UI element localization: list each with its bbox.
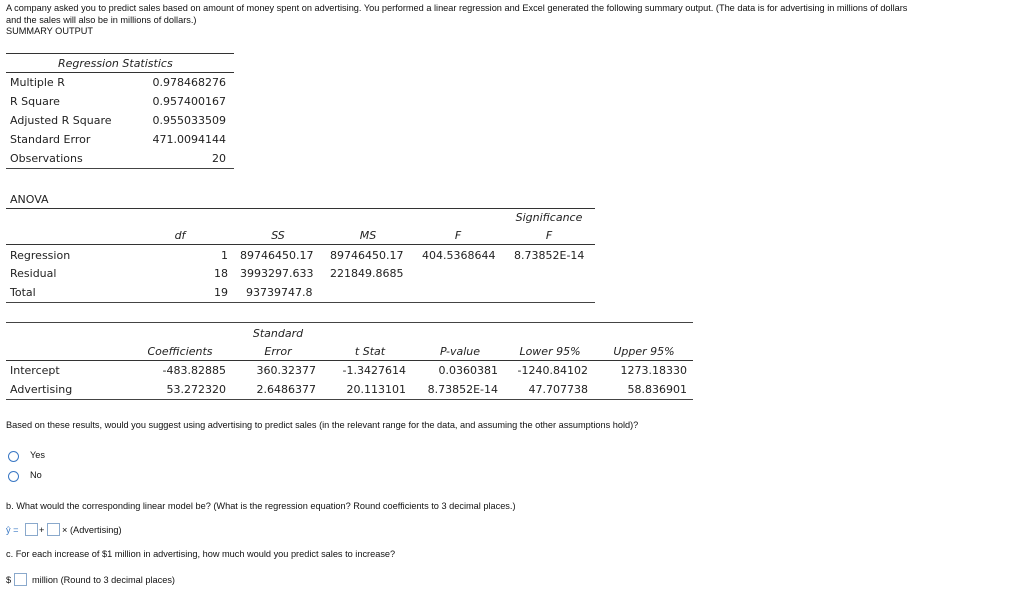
divider [6, 322, 693, 323]
stat-value: 20 [212, 152, 226, 165]
question-c-text: c. For each increase of $1 million in advertising, how much would you predict sales to increase? [6, 549, 396, 559]
anova-ms: 89746450.17 [330, 249, 404, 262]
coef-value: 53.272320 [166, 383, 226, 396]
radio-button-yes[interactable] [8, 451, 19, 462]
coef-header-coefficients: Coefficients [147, 345, 213, 358]
divider [6, 53, 234, 54]
stat-label: Standard Error [10, 133, 91, 146]
anova-df: 18 [214, 267, 228, 280]
option-yes-label: Yes [30, 450, 45, 460]
stat-label: Multiple R [10, 76, 65, 89]
coef-header-lower95: Lower 95% [519, 345, 581, 358]
stat-value: 0.978468276 [152, 76, 226, 89]
stat-label: R Square [10, 95, 60, 108]
anova-title: ANOVA [10, 193, 49, 206]
coef-header-pvalue: P-value [439, 345, 481, 358]
anova-row-label: Residual [10, 267, 57, 280]
coef-lower95: -1240.84102 [517, 364, 588, 377]
times-sign: × [62, 525, 68, 535]
anova-header-df: df [174, 229, 186, 242]
intercept-input[interactable] [25, 523, 38, 536]
stat-value: 471.0094144 [152, 133, 226, 146]
stat-value: 0.957400167 [152, 95, 226, 108]
divider [6, 168, 234, 169]
dollar-sign: $ [6, 575, 12, 585]
coef-row-label: Advertising [10, 383, 73, 396]
anova-ss: 89746450.17 [240, 249, 314, 262]
divider [6, 360, 693, 361]
coef-se: 360.32377 [256, 364, 316, 377]
stat-value: 0.955033509 [152, 114, 226, 127]
coef-tstat: 20.113101 [346, 383, 406, 396]
intro-text [6, 3, 1018, 38]
million-label: million (Round to 3 decimal places) [32, 575, 175, 585]
option-yes[interactable] [8, 451, 88, 465]
anova-significance: 8.73852E-14 [514, 249, 585, 262]
intro-line-3: SUMMARY OUTPUT [6, 26, 93, 36]
coef-header-standard: Standard [252, 327, 304, 340]
coef-row-label: Intercept [10, 364, 60, 377]
stat-label: Adjusted R Square [10, 114, 112, 127]
anova-header-ss: SS [271, 229, 285, 242]
coef-value: -483.82885 [162, 364, 226, 377]
plus-sign: + [39, 525, 45, 535]
coef-header-error: Error [264, 345, 292, 358]
coef-pvalue: 0.0360381 [438, 364, 498, 377]
stat-label: Observations [10, 152, 83, 165]
intro-line-2: and the sales will also be in millions of dollars.) [6, 14, 197, 25]
coef-upper95: 58.836901 [627, 383, 687, 396]
anova-header-significance: Significance [515, 211, 583, 224]
coef-upper95: 1273.18330 [620, 364, 687, 377]
anova-ss: 3993297.633 [240, 267, 314, 280]
y-hat-label: ŷ = [6, 525, 19, 535]
anova-ms: 221849.8685 [330, 267, 404, 280]
coef-tstat: -1.3427614 [342, 364, 406, 377]
coef-lower95: 47.707738 [528, 383, 588, 396]
intro-line-1: A company asked you to predict sales based on amount of money spent on advertising. You performed a linear regression and Excel generated the following summary output. (The data is for advertising in millions of dollars [6, 3, 908, 13]
question-a-text: Based on these results, would you suggest using advertising to predict sales (in the relevant range for the data, and assuming the other assumptions hold)? [6, 420, 639, 430]
question-b-text: b. What would the corresponding linear model be? (What is the regression equation? Round coefficients to 3 decimal places.) [6, 501, 516, 511]
advertising-label: (Advertising) [70, 525, 122, 535]
anova-df: 1 [221, 249, 228, 262]
option-no[interactable] [8, 471, 88, 485]
coef-se: 2.6486377 [256, 383, 316, 396]
anova-df: 19 [214, 286, 228, 299]
regression-statistics-title: Regression Statistics [58, 57, 173, 70]
divider [6, 399, 693, 400]
anova-row-label: Total [10, 286, 36, 299]
coef-pvalue: 8.73852E-14 [427, 383, 498, 396]
divider [6, 302, 595, 303]
anova-row-label: Regression [10, 249, 71, 262]
slope-input[interactable] [47, 523, 60, 536]
divider [6, 244, 595, 245]
option-no-label: No [30, 470, 42, 480]
anova-ss: 93739747.8 [246, 286, 313, 299]
coef-header-tstat: t Stat [354, 345, 386, 358]
divider [6, 208, 595, 209]
coef-header-upper95: Upper 95% [613, 345, 675, 358]
anova-header-significance-f: F [545, 229, 553, 242]
anova-header-ms: MS [359, 229, 377, 242]
divider [6, 72, 234, 73]
radio-button-no[interactable] [8, 471, 19, 482]
anova-f: 404.5368644 [422, 249, 496, 262]
regression-equation [6, 523, 206, 539]
anova-header-f: F [454, 229, 462, 242]
sales-increase-answer [6, 573, 226, 589]
sales-increase-input[interactable] [14, 573, 27, 586]
